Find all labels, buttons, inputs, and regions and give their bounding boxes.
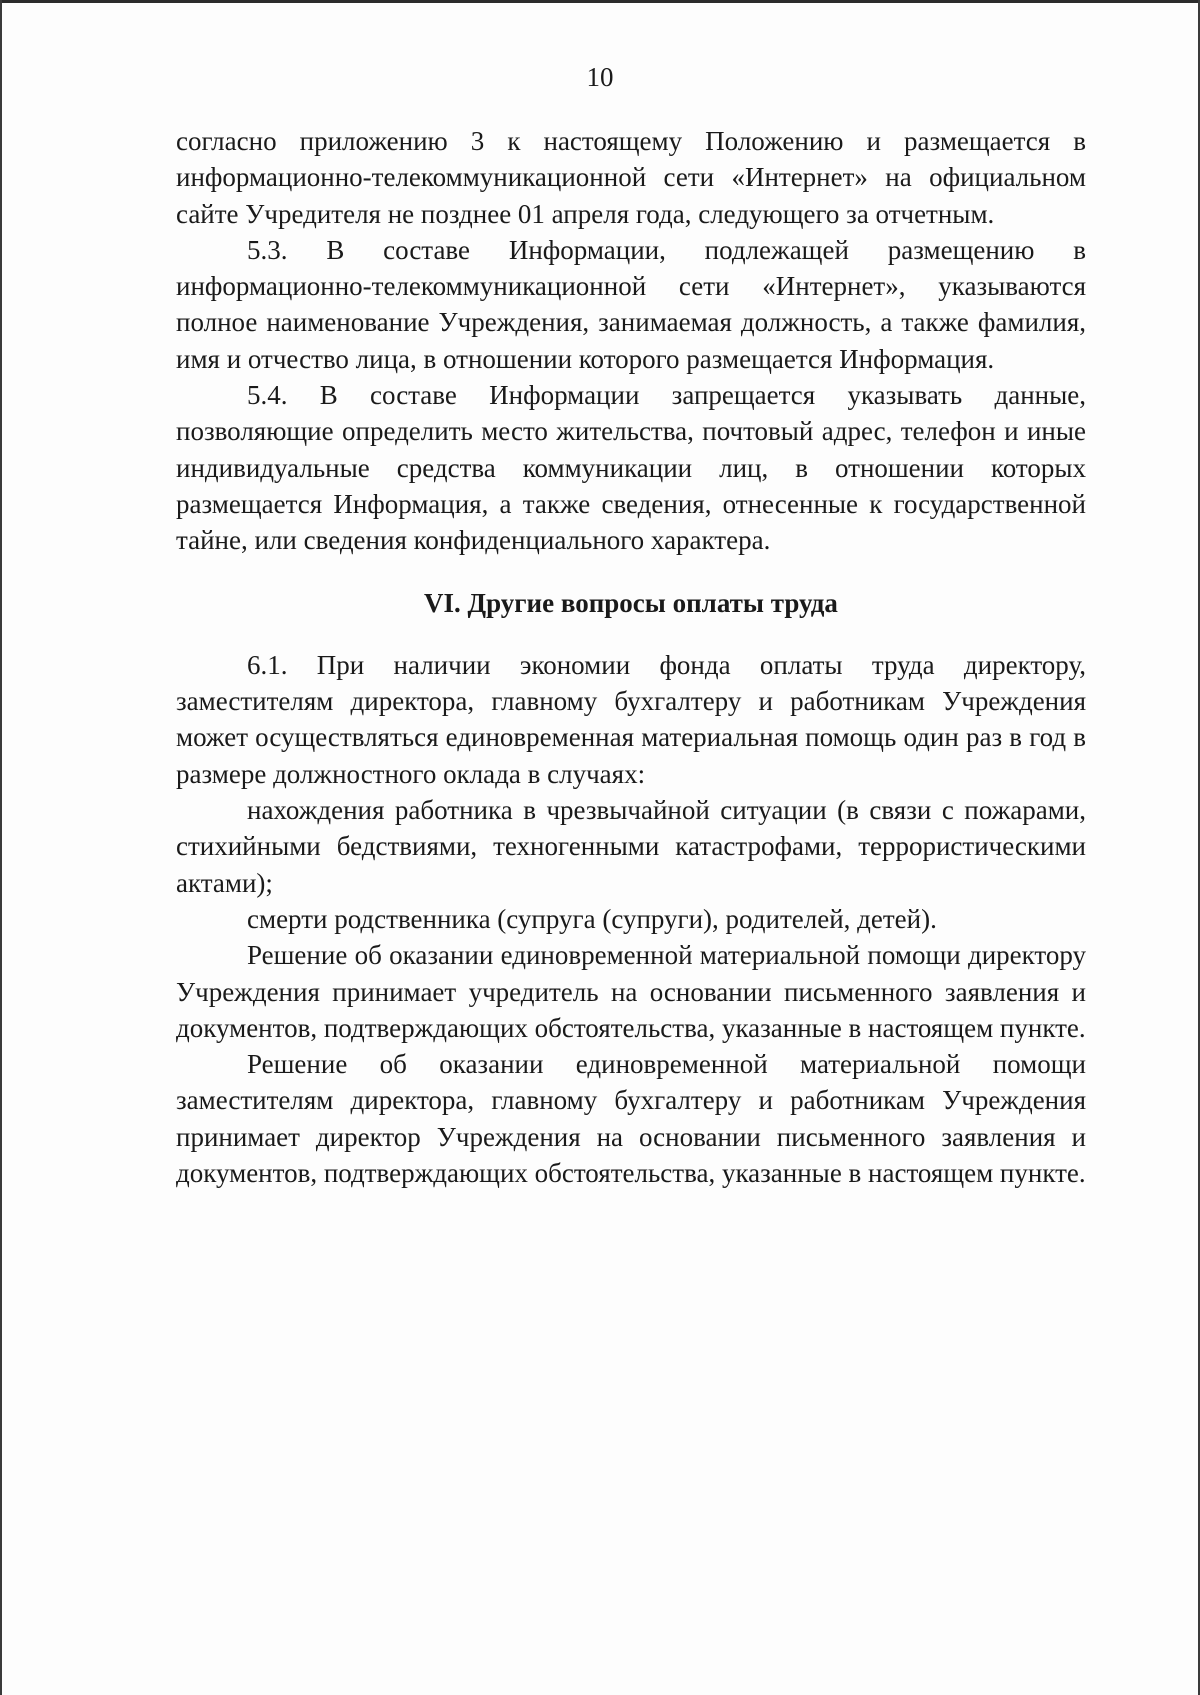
paragraph-case-death: смерти родственника (супруга (супруги), родителей, детей). bbox=[247, 903, 937, 934]
paragraph-5-4: 5.4. В составе Информации запрещается указывать данные, позволяющие определить место жительства, почтовый адрес, телефон и иные индивидуальные средства коммуникации лиц, в отношении которых размещается Информация, а также сведения, отнесенные к государственной тайне, или сведения конфиденциального характера. bbox=[176, 380, 1086, 556]
scan-border-left bbox=[0, 0, 2, 1695]
scan-border-top bbox=[0, 0, 1200, 3]
paragraph-decision-director: Решение об оказании единовременной материальной помощи директору Учреждения принимает учредитель на основании письменного заявления и документов, подтверждающих обстоятельства, указанные в настоящем пункте. bbox=[176, 940, 1086, 1043]
paragraph-6-1: 6.1. При наличии экономии фонда оплаты труда директору, заместителям директора, главному бухгалтеру и работникам Учреждения может осуществляться единовременная материальная помощь один раз в год в размере должностного оклада в случаях: bbox=[176, 649, 1086, 789]
paragraph-5-3: 5.3. В составе Информации, подлежащей размещению в информационно-телекоммуникационной сети «Интернет», указываются полное наименование Учреждения, занимаемая должность, а также фамилия, имя и отчество лица, в отношении которого размещается Информация. bbox=[176, 234, 1086, 374]
paragraph-5-2-continuation: согласно приложению 3 к настоящему Положению и размещается в информационно-телекоммуникационной сети «Интернет» на официальном сайте Учредителя не позднее 01 апреля года, следующего за отчетным. bbox=[176, 126, 1086, 229]
paragraph-case-emergency: нахождения работника в чрезвычайной ситуации (в связи с пожарами, стихийными бедствиями, техногенными катастрофами, террористическими актами); bbox=[176, 795, 1086, 898]
document-body bbox=[176, 123, 1086, 1191]
section-heading: VI. Другие вопросы оплаты труда bbox=[424, 587, 838, 618]
page-number: 10 bbox=[586, 62, 614, 92]
paragraph-decision-staff: Решение об оказании единовременной материальной помощи заместителям директора, главному бухгалтеру и работникам Учреждения принимает директор Учреждения на основании письменного заявления и документов, подтверждающих обстоятельства, указанные в настоящем пункте. bbox=[176, 1049, 1086, 1189]
